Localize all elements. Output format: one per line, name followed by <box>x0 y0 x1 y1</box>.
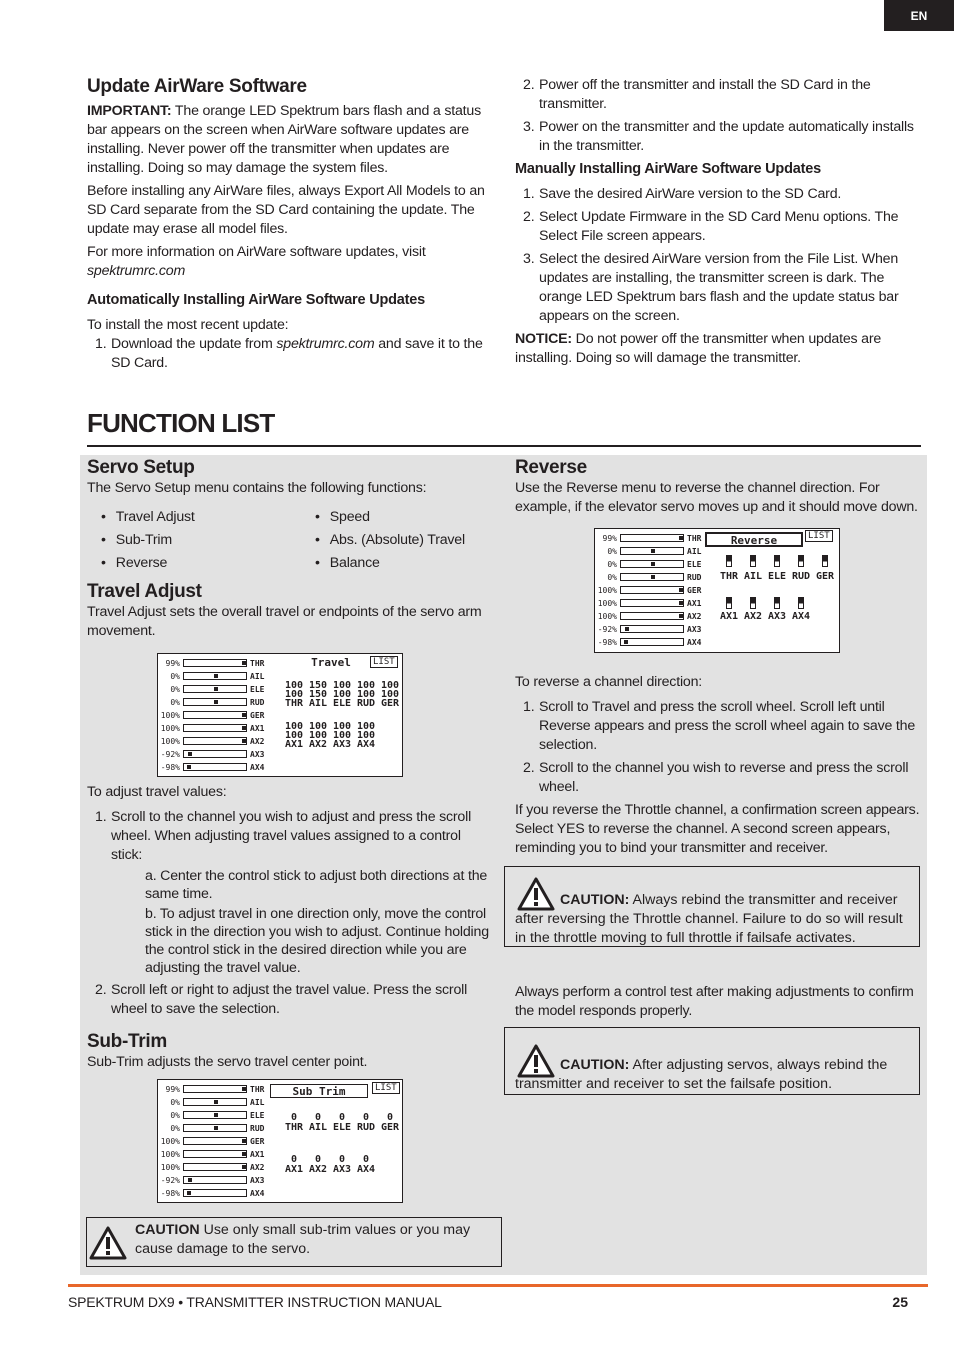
channel-label: AX4 <box>250 762 265 772</box>
function-list-title: FUNCTION LIST <box>87 408 275 438</box>
travel-screen <box>157 653 403 777</box>
channel-label: AX2 <box>250 736 265 746</box>
channel-label: ELE <box>250 1110 265 1120</box>
channel-label: GER <box>250 710 265 720</box>
channel-marker <box>624 640 628 644</box>
travel-values-row2: 100 100 100 100 <box>284 721 376 732</box>
channel-percent: 0% <box>170 1123 180 1133</box>
reverse-switch <box>798 597 804 609</box>
channel-bar <box>183 672 247 680</box>
channel-marker <box>214 1100 218 1104</box>
channel-marker <box>242 739 246 743</box>
function-left-column <box>87 457 495 645</box>
spektrum-link: spektrumrc.com <box>87 263 186 279</box>
reverse-switch <box>774 555 780 567</box>
channel-label: RUD <box>250 1123 265 1133</box>
manual-step: 1. Save the desired AirWare version to the SD Card. <box>523 186 842 202</box>
channel-bar <box>183 1189 247 1197</box>
channel-monitor-row <box>160 683 264 695</box>
channel-marker <box>188 1178 192 1182</box>
reverse-switch <box>726 597 732 609</box>
reverse-switch <box>750 597 756 609</box>
important-paragraph: IMPORTANT: The orange LED Spektrum bars flash and a status bar appears on the screen when AirWare software updates are installing. Never power off the transmitter when updates are installing. Doing so may damage the system files. <box>87 103 481 176</box>
travel-adjust-title: Travel Adjust <box>87 581 202 602</box>
page-number: 25 <box>892 1294 908 1310</box>
reverse-section <box>515 457 921 521</box>
channel-percent: -98% <box>160 1188 180 1198</box>
channel-monitor-row <box>597 584 701 596</box>
channel-label: AX1 <box>250 1149 265 1159</box>
channel-label: THR <box>687 533 702 543</box>
adjust-step-2: 2. Scroll left or right to adjust the travel value. Press the scroll wheel to save the selection. <box>95 982 468 1017</box>
footer-manual-title: SPEKTRUM DX9 • TRANSMITTER INSTRUCTION MANUAL <box>68 1294 442 1310</box>
channel-bar <box>183 1124 247 1132</box>
channel-percent: 0% <box>607 546 617 556</box>
lcd-list-label: LIST <box>372 1082 400 1094</box>
servo-setup-title: Servo Setup <box>87 457 195 478</box>
channel-marker <box>242 1087 246 1091</box>
channel-percent: -98% <box>160 762 180 772</box>
reverse-switch <box>726 555 732 567</box>
channel-percent: -92% <box>160 749 180 759</box>
channel-monitor-row <box>160 1135 264 1147</box>
reverse-instructions <box>515 673 921 862</box>
channel-bar <box>183 1111 247 1119</box>
channel-label: AX4 <box>250 1188 265 1198</box>
channel-bar <box>620 612 684 620</box>
channel-monitor-row <box>160 709 264 721</box>
channel-label: AX2 <box>250 1162 265 1172</box>
channel-label: ELE <box>687 559 702 569</box>
channel-monitor-row <box>160 696 264 708</box>
lcd-list-label: LIST <box>370 656 398 668</box>
list-item: • Balance <box>315 554 495 573</box>
travel-labels-row1: THR AIL ELE RUD GER <box>284 698 400 709</box>
channel-percent: 0% <box>170 1097 180 1107</box>
channel-percent: 100% <box>160 1162 180 1172</box>
channel-percent: 0% <box>170 684 180 694</box>
channel-bar <box>183 685 247 693</box>
channel-bar <box>620 534 684 542</box>
channel-marker <box>242 661 246 665</box>
subtrim-labels-row1: THR AIL ELE RUD GER <box>284 1122 400 1133</box>
channel-marker <box>214 700 218 704</box>
channel-label: AX1 <box>250 723 265 733</box>
manual-step: 2. Select Update Firmware in the SD Card Menu options. The Select File screen appears. <box>523 209 899 244</box>
reverse-title: Reverse <box>515 457 587 478</box>
channel-percent: -98% <box>597 637 617 647</box>
update-title: Update AirWare Software <box>87 76 307 97</box>
channel-marker <box>214 674 218 678</box>
throttle-note: If you reverse the Throttle channel, a confirmation screen appears. Select YES to reverse the channel. A second screen appears, reminding you to bind your transmitter and receiver. <box>515 802 920 856</box>
travel-adjust-intro: Travel Adjust sets the overall travel or endpoints of the servo arm movement. <box>87 604 482 639</box>
export-paragraph: Before installing any AirWare files, always Export All Models to an SD Card separate from the SD Card containing the update. The update may erase all model files. <box>87 183 485 237</box>
channel-monitor-row <box>160 1096 264 1108</box>
channel-percent: 99% <box>602 533 617 543</box>
subtrim-caution-text: CAUTION Use only small sub-trim values or you may cause damage to the servo. <box>135 1222 471 1257</box>
channel-percent: 100% <box>597 585 617 595</box>
channel-label: AX1 <box>687 598 702 608</box>
reverse-labels-row2: AX1 AX2 AX3 AX4 <box>719 611 811 622</box>
auto-step-3: 3. Power on the transmitter and the update automatically installs in the transmitter. <box>523 119 914 154</box>
subtrim-section <box>87 1031 495 1076</box>
channel-label: RUD <box>250 697 265 707</box>
channel-marker <box>679 536 683 540</box>
channel-marker <box>242 1165 246 1169</box>
channel-monitor-row <box>160 670 264 682</box>
channel-bar <box>620 625 684 633</box>
channel-percent: -92% <box>160 1175 180 1185</box>
channel-label: AIL <box>250 671 265 681</box>
channel-bar <box>183 1085 247 1093</box>
reverse-labels-row1: THR AIL ELE RUD GER <box>719 571 835 582</box>
channel-marker <box>679 601 683 605</box>
reverse-screen <box>594 528 840 653</box>
channel-percent: 100% <box>160 1136 180 1146</box>
channel-percent: 0% <box>170 671 180 681</box>
channel-monitor-row <box>597 571 701 583</box>
subtrim-title: Sub-Trim <box>87 1031 167 1052</box>
channel-percent: 99% <box>165 658 180 668</box>
channel-monitor-row <box>160 735 264 747</box>
control-test-note <box>515 983 921 1025</box>
channel-monitor-row <box>597 597 701 609</box>
channel-marker <box>242 1152 246 1156</box>
channel-label: AX3 <box>250 749 265 759</box>
auto-step-2: 2. Power off the transmitter and install the SD Card in the transmitter. <box>523 77 871 112</box>
channel-monitor-row <box>160 1148 264 1160</box>
channel-monitor-row <box>160 722 264 734</box>
channel-label: ELE <box>250 684 265 694</box>
list-item: • Travel Adjust <box>101 508 315 527</box>
channel-marker <box>214 687 218 691</box>
adjust-step-1a: a. Center the control stick to adjust both directions at the same time. <box>145 868 488 902</box>
channel-marker <box>651 562 655 566</box>
channel-monitor-row <box>597 558 701 570</box>
channel-marker <box>188 752 192 756</box>
channel-marker <box>242 1139 246 1143</box>
channel-marker <box>187 1191 191 1195</box>
channel-marker <box>651 549 655 553</box>
channel-label: RUD <box>687 572 702 582</box>
channel-label: AIL <box>250 1097 265 1107</box>
subtrim-values-row1: 0 0 0 0 0 <box>290 1112 394 1123</box>
channel-bar <box>183 1163 247 1171</box>
channel-bar <box>183 711 247 719</box>
lcd-title: Sub Trim <box>270 1084 368 1098</box>
reverse-switch <box>798 555 804 567</box>
auto-intro: To install the most recent update: <box>87 317 289 333</box>
channel-percent: 0% <box>607 559 617 569</box>
channel-label: GER <box>687 585 702 595</box>
channel-percent: 0% <box>170 697 180 707</box>
channel-bar <box>620 599 684 607</box>
channel-monitor-row <box>160 1122 264 1134</box>
reverse-caution-box-1 <box>504 866 920 947</box>
channel-monitor-row <box>597 623 701 635</box>
channel-percent: 100% <box>160 1149 180 1159</box>
channel-label: THR <box>250 1084 265 1094</box>
list-item: • Speed <box>315 508 495 527</box>
reverse-intro: Use the Reverse menu to reverse the channel direction. For example, if the elevator servo moves up and it should move down. <box>515 480 918 515</box>
channel-monitor-row <box>597 610 701 622</box>
channel-monitor-row <box>597 532 701 544</box>
auto-step-1: 1. Download the update from spektrumrc.com and save it to the SD Card. <box>95 336 483 371</box>
subtrim-screen <box>157 1079 403 1203</box>
lcd-list-label: LIST <box>805 530 833 542</box>
control-test-text: Always perform a control test after making adjustments to confirm the model responds properly. <box>515 984 914 1019</box>
channel-marker <box>625 627 629 631</box>
manual-heading: Manually Installing AirWare Software Updates <box>515 161 821 177</box>
channel-bar <box>183 750 247 758</box>
list-item: • Abs. (Absolute) Travel <box>315 531 495 550</box>
warning-icon <box>89 1226 127 1260</box>
channel-label: AX2 <box>687 611 702 621</box>
subtrim-labels-row2: AX1 AX2 AX3 AX4 <box>284 1164 376 1175</box>
servo-functions-list <box>101 508 495 573</box>
channel-percent: 100% <box>160 723 180 733</box>
channel-bar <box>183 1137 247 1145</box>
adjust-step-1: 1. Scroll to the channel you wish to adjust and press the scroll wheel. When adjusting travel values assigned to a control stick: a. Center the control stick to adjust both directions at the same time. b. To adjust travel in one direction only, move the control stick in the direction you wish to adjust. Continue holding the control stick in the desired direction while you are adjusting the travel value. <box>87 808 495 977</box>
channel-label: AX4 <box>687 637 702 647</box>
channel-label: GER <box>250 1136 265 1146</box>
channel-marker <box>214 1126 218 1130</box>
reverse-caution-box-2 <box>504 1027 920 1095</box>
channel-bar <box>183 737 247 745</box>
adjust-step-1b: b. To adjust travel in one direction only, move the control stick in the direction you wish to adjust. Continue holding the control stick in the desired direction while you are adjusting the travel value. <box>145 906 489 976</box>
reverse-step: 1. Scroll to Travel and press the scroll wheel. Scroll left until Reverse appears and press the scroll wheel again to save the selection. <box>523 699 916 753</box>
channel-monitor-row <box>597 545 701 557</box>
auto-heading: Automatically Installing AirWare Software Updates <box>87 292 426 308</box>
reverse-caution-text-2: CAUTION: After adjusting servos, always rebind the transmitter and receiver to set the failsafe position. <box>515 1057 888 1092</box>
channel-marker <box>242 726 246 730</box>
channel-marker <box>242 713 246 717</box>
channel-bar <box>183 698 247 706</box>
footer-divider <box>68 1284 928 1287</box>
channel-label: AX3 <box>250 1175 265 1185</box>
title-divider <box>87 445 921 447</box>
reverse-switch <box>750 555 756 567</box>
lcd-title: Reverse <box>705 532 803 547</box>
channel-bar <box>183 1176 247 1184</box>
channel-label: AX3 <box>687 624 702 634</box>
adjust-intro: To adjust travel values: <box>87 784 227 800</box>
channel-percent: 100% <box>597 611 617 621</box>
channel-bar <box>620 573 684 581</box>
channel-label: AIL <box>687 546 702 556</box>
channel-percent: 0% <box>607 572 617 582</box>
channel-monitor-row <box>160 748 264 760</box>
reverse-switch <box>774 597 780 609</box>
channel-bar <box>183 1098 247 1106</box>
channel-monitor-row <box>597 636 701 648</box>
subtrim-intro: Sub-Trim adjusts the servo travel center point. <box>87 1054 368 1070</box>
channel-bar <box>183 763 247 771</box>
channel-bar <box>620 560 684 568</box>
channel-marker <box>651 575 655 579</box>
lcd-title: Travel <box>311 656 351 669</box>
travel-labels-row2: AX1 AX2 AX3 AX4 <box>284 739 376 750</box>
channel-monitor-row <box>160 1161 264 1173</box>
manual-step: 3. Select the desired AirWare version from the File List. When updates are installing, the transmitter screen is dark. The orange LED Spektrum bars flash and the update status bar appears on the screen. <box>523 251 899 324</box>
subtrim-caution-box <box>86 1217 502 1267</box>
channel-monitor-row <box>160 1187 264 1199</box>
channel-monitor-row <box>160 657 264 669</box>
subtrim-values-row2: 0 0 0 0 <box>290 1154 370 1165</box>
channel-bar <box>620 547 684 555</box>
channel-marker <box>187 765 191 769</box>
reverse-switch <box>822 555 828 567</box>
channel-marker <box>679 588 683 592</box>
travel-values-row1b: 100 150 100 100 100 <box>284 689 400 700</box>
channel-monitor-row <box>160 1109 264 1121</box>
notice-paragraph: NOTICE: Do not power off the transmitter when updates are installing. Doing so will damage the transmitter. <box>515 331 882 366</box>
channel-percent: 100% <box>597 598 617 608</box>
channel-monitor-row <box>160 761 264 773</box>
channel-percent: 100% <box>160 710 180 720</box>
channel-percent: 100% <box>160 736 180 746</box>
channel-bar <box>620 586 684 594</box>
channel-percent: 0% <box>170 1110 180 1120</box>
channel-marker <box>679 614 683 618</box>
channel-bar <box>620 638 684 646</box>
channel-percent: -92% <box>597 624 617 634</box>
reverse-step: 2. Scroll to the channel you wish to reverse and press the scroll wheel. <box>523 760 909 795</box>
reverse-caution-text-1: CAUTION: Always rebind the transmitter and receiver after reversing the Throttle channel. Failure to do so will result in the throttle moving to full throttle if failsafe activates. <box>515 892 903 946</box>
servo-setup-intro: The Servo Setup menu contains the following functions: <box>87 480 427 496</box>
reverse-how-intro: To reverse a channel direction: <box>515 674 703 690</box>
channel-label: THR <box>250 658 265 668</box>
more-info-paragraph: For more information on AirWare software updates, visit spektrumrc.com <box>87 244 426 279</box>
travel-values-row2b: 100 100 100 100 <box>284 730 376 741</box>
list-item: • Sub-Trim <box>101 531 315 550</box>
channel-bar <box>183 659 247 667</box>
travel-values-row1: 100 150 100 100 100 <box>284 680 400 691</box>
language-tab: EN <box>884 0 954 31</box>
channel-monitor-row <box>160 1174 264 1186</box>
update-right-column <box>515 76 920 372</box>
list-item: • Reverse <box>101 554 315 573</box>
channel-monitor-row <box>160 1083 264 1095</box>
channel-bar <box>183 724 247 732</box>
channel-marker <box>214 1113 218 1117</box>
adjust-travel-instructions <box>87 783 495 1023</box>
channel-percent: 99% <box>165 1084 180 1094</box>
channel-bar <box>183 1150 247 1158</box>
update-left-column <box>87 76 487 377</box>
